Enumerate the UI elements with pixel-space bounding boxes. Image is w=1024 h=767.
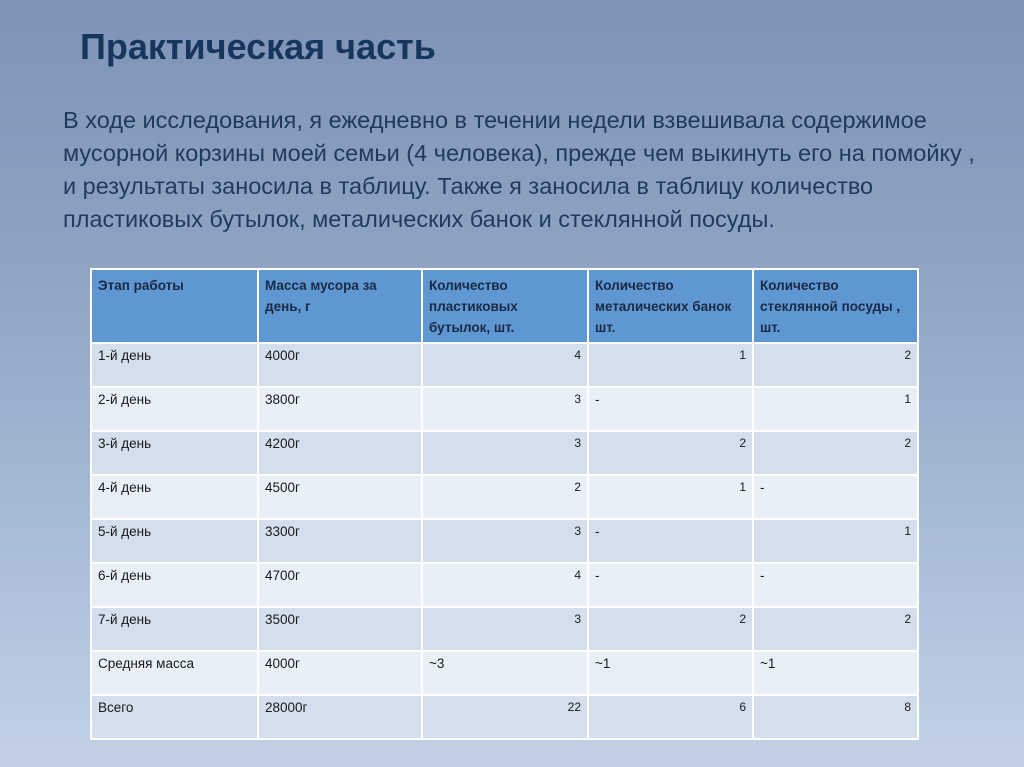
- cell-plastic: 4: [422, 343, 588, 387]
- cell-mass: 4500г: [258, 475, 422, 519]
- cell-stage: 2-й день: [91, 387, 258, 431]
- cell-stage: 6-й день: [91, 563, 258, 607]
- cell-plastic: 3: [422, 431, 588, 475]
- table-row: [91, 343, 918, 387]
- cell-metal: 2: [588, 431, 753, 475]
- cell-stage: 1-й день: [91, 343, 258, 387]
- cell-metal: -: [588, 563, 753, 607]
- cell-metal: ~1: [588, 651, 753, 695]
- cell-metal: 6: [588, 695, 753, 739]
- waste-table: [90, 268, 919, 740]
- cell-mass: 28000г: [258, 695, 422, 739]
- cell-glass: 2: [753, 343, 918, 387]
- cell-mass: 3300г: [258, 519, 422, 563]
- cell-plastic: 4: [422, 563, 588, 607]
- cell-metal: -: [588, 387, 753, 431]
- cell-plastic: 2: [422, 475, 588, 519]
- cell-metal: 1: [588, 343, 753, 387]
- cell-stage: 5-й день: [91, 519, 258, 563]
- header-plastic: Количество пластиковых бутылок, шт.: [422, 269, 588, 343]
- cell-glass: 1: [753, 387, 918, 431]
- cell-plastic: ~3: [422, 651, 588, 695]
- cell-stage: 3-й день: [91, 431, 258, 475]
- table-row: [91, 607, 918, 651]
- table-row: [91, 387, 918, 431]
- header-metal: Количество металических банок шт.: [588, 269, 753, 343]
- cell-mass: 4000г: [258, 343, 422, 387]
- cell-metal: 2: [588, 607, 753, 651]
- cell-mass: 3800г: [258, 387, 422, 431]
- cell-mass: 4000г: [258, 651, 422, 695]
- cell-mass: 3500г: [258, 607, 422, 651]
- slide-title: Практическая часть: [80, 26, 436, 67]
- cell-mass: 4700г: [258, 563, 422, 607]
- intro-paragraph: В ходе исследования, я ежедневно в течении недели взвешивала содержимое мусорной корзины моей семьи (4 человека), прежде чем выкинуть его на помойку , и результаты заносила в таблицу. Также я заносила в таблицу количество пластиковых бутылок, металических банок и стеклянной посуды.: [63, 107, 975, 232]
- table-row: [91, 695, 918, 739]
- header-glass: Количество стеклянной посуды , шт.: [753, 269, 918, 343]
- cell-plastic: 22: [422, 695, 588, 739]
- cell-glass: 8: [753, 695, 918, 739]
- cell-metal: -: [588, 519, 753, 563]
- cell-glass: ~1: [753, 651, 918, 695]
- table-row: [91, 519, 918, 563]
- header-mass: Масса мусора за день, г: [258, 269, 422, 343]
- cell-glass: -: [753, 563, 918, 607]
- cell-plastic: 3: [422, 519, 588, 563]
- table-row: [91, 475, 918, 519]
- cell-plastic: 3: [422, 607, 588, 651]
- table-row: [91, 563, 918, 607]
- cell-plastic: 3: [422, 387, 588, 431]
- cell-glass: 1: [753, 519, 918, 563]
- cell-glass: 2: [753, 431, 918, 475]
- cell-stage: Всего: [91, 695, 258, 739]
- cell-stage: 7-й день: [91, 607, 258, 651]
- header-stage: Этап работы: [91, 269, 258, 343]
- cell-stage: 4-й день: [91, 475, 258, 519]
- cell-mass: 4200г: [258, 431, 422, 475]
- cell-stage: Средняя масса: [91, 651, 258, 695]
- cell-metal: 1: [588, 475, 753, 519]
- table-header-row: [91, 269, 918, 343]
- cell-glass: 2: [753, 607, 918, 651]
- table-body: [91, 343, 918, 739]
- cell-glass: -: [753, 475, 918, 519]
- table-row: [91, 651, 918, 695]
- table-row: [91, 431, 918, 475]
